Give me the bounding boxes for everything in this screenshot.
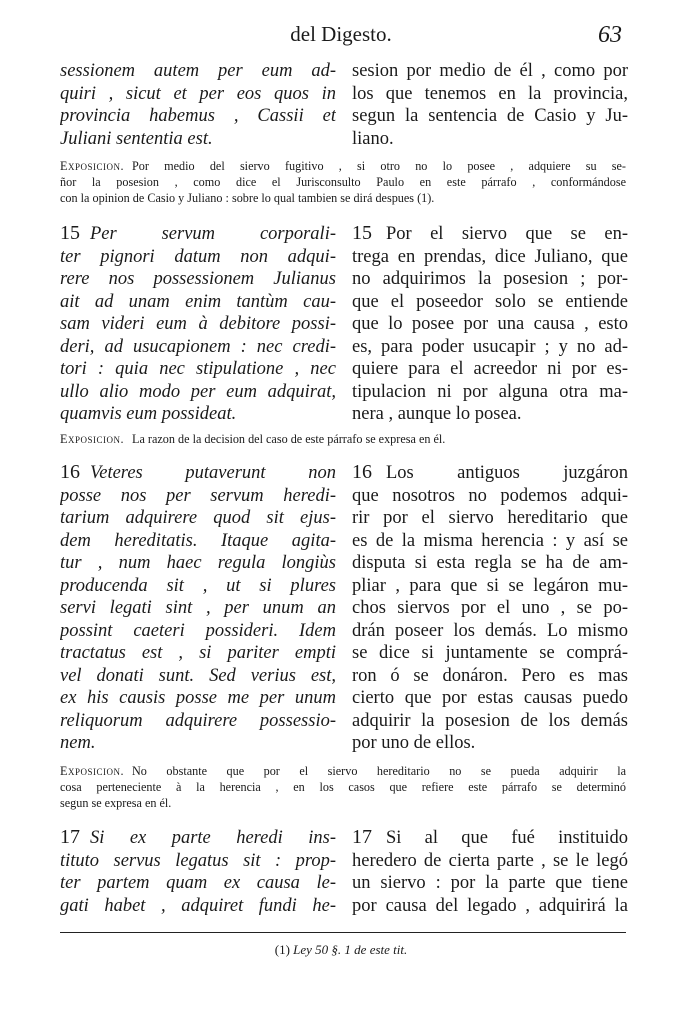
spanish-column — [352, 60, 628, 150]
text-line: es, para poder usucapir ; y no ad- — [352, 336, 628, 357]
text-line: Por el siervo que se en- — [386, 224, 628, 244]
text-line: Juliani sententia est. — [60, 128, 213, 149]
latin-column — [60, 826, 336, 917]
text-line: cierto que por estas causas puedo — [352, 688, 628, 708]
note-line: La razon de la decision del caso de este párrafo se expresa en él. — [132, 432, 446, 446]
text-line: quamvis eum possideat. — [60, 404, 237, 424]
text-line: disputa si esta regla se ha de am- — [352, 553, 628, 573]
page-header — [0, 22, 682, 52]
text-line: ter partem quam ex causa le- — [60, 873, 336, 893]
text-line: que nosotros no podemos adqui- — [352, 485, 628, 506]
text-line: nem. — [60, 733, 96, 753]
text-line: adquirir la posesion de los demás — [352, 710, 628, 731]
text-line: drán poseer los demás. Lo mismo — [352, 620, 628, 641]
text-line: sam videri eum à debitore possi- — [60, 314, 336, 334]
text-line: tractatus est , si pariter empti — [60, 643, 336, 663]
text-line: dem hereditatis. Itaque agita- — [60, 530, 336, 551]
text-line: ullo alio modo per eum adquirat, — [60, 381, 336, 402]
paragraph-number: 16 — [352, 461, 372, 483]
text-line: ex his causis posse me per unum — [60, 688, 336, 708]
exposicion-note — [60, 763, 626, 811]
note-line: ñor la posesion , como dice el Jurisconsulto Paulo en este párrafo , conformándose — [60, 175, 626, 189]
text-line: provincia habemus , Cassii et — [60, 106, 336, 126]
latin-column — [60, 60, 336, 150]
text-line: segun la sentencia de Casio y Ju- — [352, 106, 628, 126]
text-line: possint caeteri possideri. Idem — [60, 620, 336, 641]
paragraph-number: 17 — [60, 826, 80, 848]
spanish-column — [352, 826, 628, 917]
text-line: por uno de ellos. — [352, 733, 476, 753]
footnote — [0, 942, 682, 958]
text-line: trega en prendas, dice Juliano, que — [352, 246, 628, 267]
paragraph-block — [60, 60, 626, 152]
running-title: del Digesto. — [290, 22, 392, 46]
text-line: tarium adquirere quod sit ejus- — [60, 508, 336, 528]
text-line: ait ad unam enim tantùm cau- — [60, 291, 336, 312]
spanish-column — [352, 461, 628, 755]
exposicion-label: Exposicion. — [60, 432, 124, 446]
paragraph-number: 17 — [352, 826, 372, 848]
text-line: quiere para el acreedor ni por es- — [352, 359, 628, 379]
spanish-column — [352, 222, 628, 426]
text-line: tori : quia nec stipulatione , nec — [60, 359, 336, 379]
text-line: deri, ad usucapionem : nec credi- — [60, 336, 336, 357]
text-line: quiri , sicut et per eos quos in — [60, 83, 336, 104]
text-line: los que tenemos en la provincia, — [352, 83, 628, 104]
text-line: tituto servus legatus sit : prop- — [60, 850, 336, 871]
latin-column — [60, 461, 336, 755]
text-line: chos siervos por el uno , se po- — [352, 598, 628, 618]
paragraph-block — [60, 826, 626, 918]
text-line: un siervo : por la parte que tiene — [352, 873, 628, 893]
text-line: nera , aunque lo posea. — [352, 404, 522, 424]
text-line: que el poseedor solo se entiende — [352, 291, 628, 312]
text-line: posse nos per servum heredi- — [60, 485, 336, 506]
paragraph-number: 15 — [352, 222, 372, 244]
latin-column — [60, 222, 336, 426]
footnote-marker: (1) — [274, 942, 290, 957]
exposicion-label: Exposicion. — [60, 764, 124, 778]
text-line: pliar , para que si se legáron mu- — [352, 575, 628, 596]
text-line: rir por el siervo hereditario que — [352, 508, 628, 528]
text-line: tipulacion ni por alguna otra ma- — [352, 381, 628, 402]
text-line: reliquorum adquirere possessio- — [60, 710, 336, 731]
text-line: sesion por medio de él , como por — [352, 61, 628, 81]
text-line: servi legati sint , per unum an — [60, 598, 336, 618]
page-number: 63 — [598, 22, 622, 48]
exposicion-note — [60, 431, 626, 447]
note-line: Por medio del siervo fugitivo , si otro no lo posee , adquiere su se- — [132, 159, 626, 173]
paragraph-number: 16 — [60, 461, 80, 483]
text-line: gati habet , adquiret fundi he- — [60, 895, 336, 916]
text-line: no adquirimos la posesion ; por- — [352, 269, 628, 289]
exposicion-note — [60, 158, 626, 206]
paragraph-number: 15 — [60, 222, 80, 244]
exposicion-label: Exposicion. — [60, 159, 124, 173]
text-line: sessionem autem per eum ad- — [60, 61, 336, 81]
text-line: producenda sit , ut si plures — [60, 575, 336, 596]
paragraph-block — [60, 461, 626, 755]
text-line: por causa del legado , adquirirá la — [352, 895, 628, 916]
note-line: No obstante que por el siervo hereditario no se pueda adquirir la — [132, 764, 626, 778]
text-line: Veteres putaverunt non — [90, 463, 336, 483]
text-line: heredero de cierta parte , se le legó — [352, 850, 628, 871]
text-line: tur , num haec regula longiùs — [60, 553, 336, 573]
text-line: Si ex parte heredi ins- — [90, 828, 336, 848]
text-line: es de la misma herencia : y así se — [352, 530, 628, 551]
text-line: se dice si juntamente se comprá- — [352, 643, 628, 663]
paragraph-block — [60, 222, 626, 426]
text-line: ter pignori datum non adqui- — [60, 246, 336, 267]
text-line: Si al que fué instituido — [386, 828, 628, 848]
note-line: segun se expresa en él. — [60, 796, 172, 810]
note-line: cosa perteneciente à la herencia , en los casos que refiere este párrafo se determinó — [60, 780, 626, 794]
text-line: rere nos possessionem Julianus — [60, 269, 336, 289]
text-line: que lo posee por una causa , esto — [352, 314, 628, 334]
text-line: ron ó se donáron. Pero es mas — [352, 665, 628, 686]
text-line: liano. — [352, 128, 394, 149]
text-line: vel donati sunt. Sed verius est, — [60, 665, 336, 686]
text-line: Per servum corporali- — [90, 224, 336, 244]
text-line: Los antiguos juzgáron — [386, 463, 628, 483]
footnote-rule — [60, 932, 626, 933]
footnote-text: Ley 50 §. 1 de este tit. — [293, 942, 408, 957]
note-line: con la opinion de Casio y Juliano : sobre lo qual tambien se dirá despues (1). — [60, 191, 435, 205]
